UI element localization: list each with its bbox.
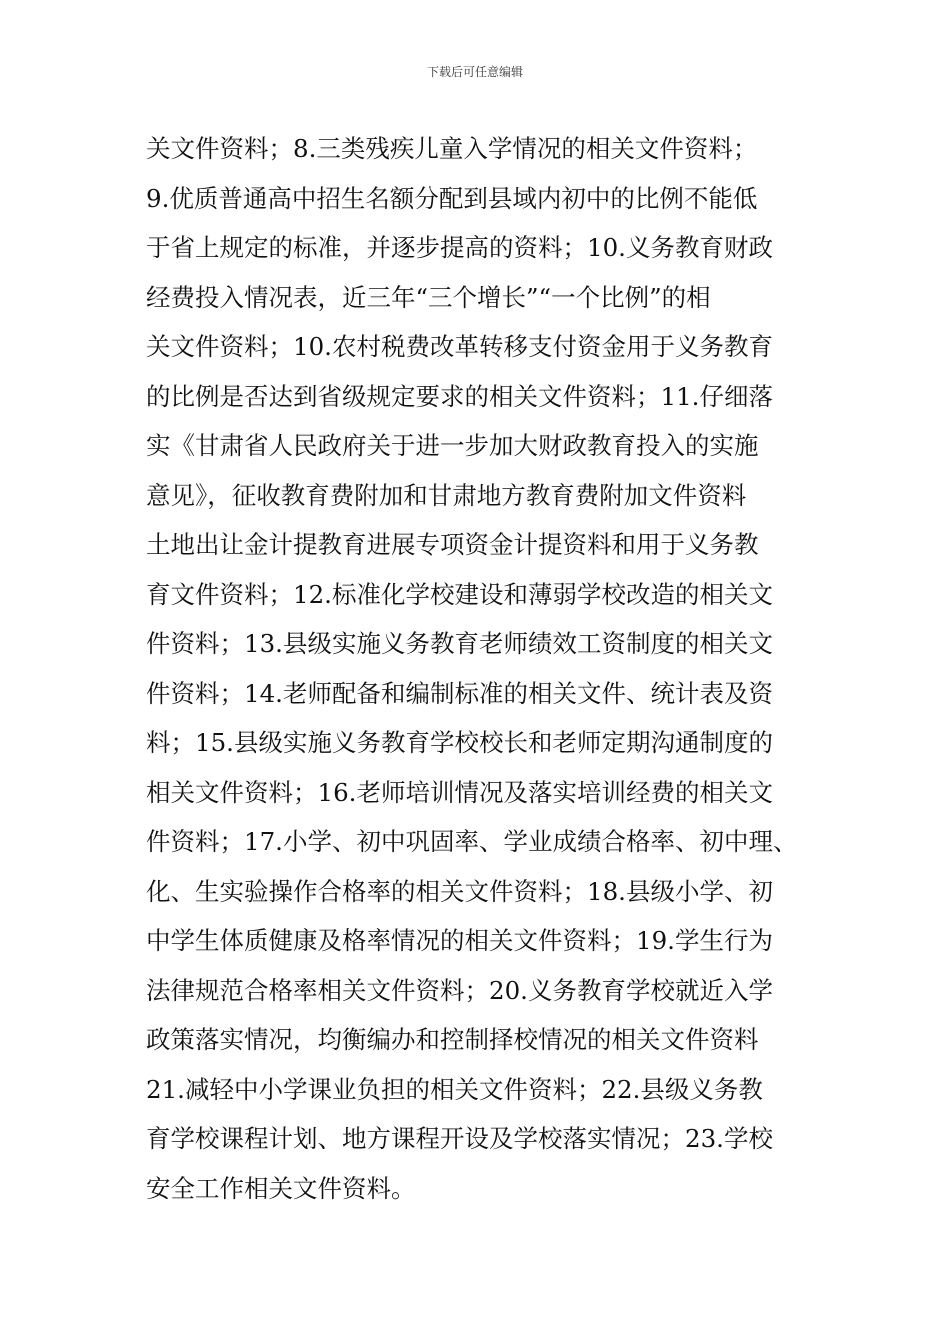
text-line: 料；15.县级实施义务教育学校校长和老师定期沟通制度的 [146,728,773,757]
text-line: 9.优质普通高中招生名额分配到县域内初中的比例不能低 [146,183,758,213]
text-line: 相关文件资料；16.老师培训情况及落实培训经费的相关文 [146,777,773,807]
body-paragraph [146,124,826,1213]
text-line: 政策落实情况，均衡编办和控制择校情况的相关文件资料 [146,1025,759,1054]
text-line: 关文件资料；8.三类残疾儿童入学情况的相关文件资料； [146,134,758,163]
page-header-note: 下载后可任意编辑 [426,65,523,79]
text-line: 中学生体质健康及格率情况的相关文件资料；19.学生行为 [146,926,773,955]
text-line: 化、生实验操作合格率的相关文件资料；18.县级小学、初 [146,876,773,906]
text-line: 件资料；14.老师配备和编制标准的相关文件、统计表及资 [146,678,773,708]
text-line: 经费投入情况表，近三年“三个增长”“一个比例”的相 [146,282,711,312]
text-line: 意见》，征收教育费附加和甘肃地方教育费附加文件资料 [146,480,747,510]
text-line: 土地出让金计提教育进展专项资金计提资料和用于义务教 [146,530,759,559]
text-line: 的比例是否达到省级规定要求的相关文件资料；11.仔细落 [146,381,773,411]
text-line: 育文件资料；12.标准化学校建设和薄弱学校改造的相关文 [146,579,773,609]
text-line: 于省上规定的标准，并逐步提高的资料；10.义务教育财政 [146,233,773,262]
text-line: 关文件资料；10.农村税费改革转移支付资金用于义务教育 [146,332,773,361]
text-line: 件资料；13.县级实施义务教育老师绩效工资制度的相关文 [146,629,773,658]
text-line: 育学校课程计划、地方课程开设及学校落实情况；23.学校 [146,1124,773,1153]
text-line: 安全工作相关文件资料。 [146,1173,416,1203]
text-line: 法律规范合格率相关文件资料；20.义务教育学校就近入学 [146,975,773,1005]
text-line: 件资料；17.小学、初中巩固率、学业成绩合格率、初中理、 [146,827,798,856]
text-line: 实《甘肃省人民政府关于进一步加大财政教育投入的实施 [146,431,759,460]
text-line: 21.减轻中小学课业负担的相关文件资料；22.县级义务教 [146,1074,763,1104]
